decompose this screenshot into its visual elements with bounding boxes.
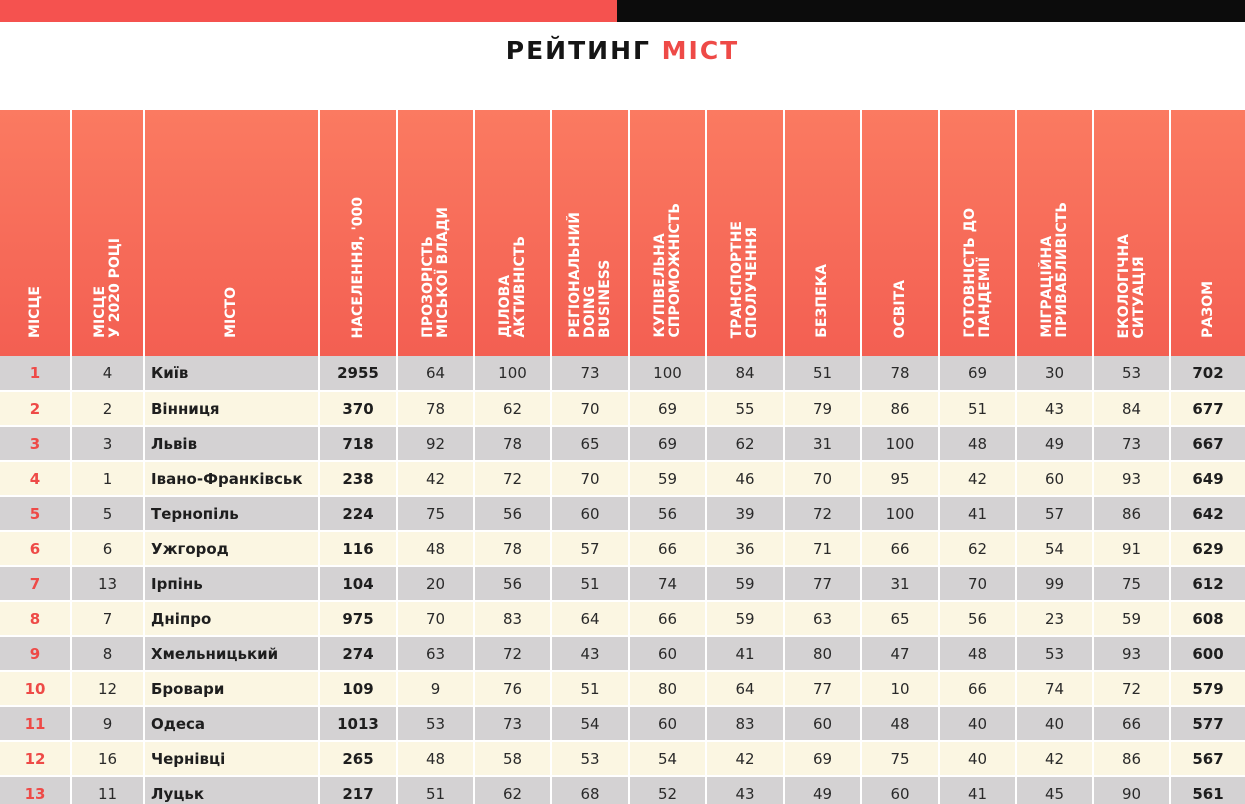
rank-cell: 12 xyxy=(0,741,71,776)
column-header-label: РАЗОМ xyxy=(1199,281,1216,338)
transport-cell: 64 xyxy=(706,671,784,706)
migration-cell: 54 xyxy=(1016,531,1093,566)
ecology-cell: 72 xyxy=(1093,671,1170,706)
population-cell: 274 xyxy=(319,636,397,671)
rank-cell: 8 xyxy=(0,601,71,636)
population-cell: 1013 xyxy=(319,706,397,741)
purchasing-power-cell: 60 xyxy=(629,636,706,671)
column-header-label: ДІЛОВА АКТИВНІСТЬ xyxy=(496,236,528,338)
transparency-cell: 20 xyxy=(397,566,474,601)
top-bar-red xyxy=(0,0,617,22)
migration-cell: 57 xyxy=(1016,496,1093,531)
rank-2020-cell: 3 xyxy=(71,426,144,461)
ecology-cell: 84 xyxy=(1093,391,1170,426)
rank-cell: 6 xyxy=(0,531,71,566)
pandemic-readiness-cell: 62 xyxy=(939,531,1016,566)
city-cell: Чернівці xyxy=(144,741,319,776)
total-cell: 677 xyxy=(1170,391,1245,426)
doing-business-cell: 70 xyxy=(551,391,629,426)
migration-cell: 53 xyxy=(1016,636,1093,671)
population-cell: 2955 xyxy=(319,356,397,391)
rank-cell: 4 xyxy=(0,461,71,496)
column-header xyxy=(0,110,71,356)
purchasing-power-cell: 66 xyxy=(629,531,706,566)
migration-cell: 99 xyxy=(1016,566,1093,601)
column-header xyxy=(319,110,397,356)
rank-2020-cell: 2 xyxy=(71,391,144,426)
table-row xyxy=(0,601,1245,636)
migration-cell: 40 xyxy=(1016,706,1093,741)
ecology-cell: 86 xyxy=(1093,741,1170,776)
transparency-cell: 53 xyxy=(397,706,474,741)
rank-2020-cell: 9 xyxy=(71,706,144,741)
purchasing-power-cell: 80 xyxy=(629,671,706,706)
rank-cell: 10 xyxy=(0,671,71,706)
rank-cell: 5 xyxy=(0,496,71,531)
city-cell: Бровари xyxy=(144,671,319,706)
transparency-cell: 63 xyxy=(397,636,474,671)
safety-cell: 77 xyxy=(784,671,861,706)
population-cell: 370 xyxy=(319,391,397,426)
title-part-2: МІСТ xyxy=(661,36,740,65)
transport-cell: 83 xyxy=(706,706,784,741)
rank-cell: 2 xyxy=(0,391,71,426)
table-row xyxy=(0,636,1245,671)
column-header-label: БЕЗПЕКА xyxy=(814,264,830,338)
migration-cell: 45 xyxy=(1016,776,1093,804)
education-cell: 10 xyxy=(861,671,939,706)
purchasing-power-cell: 69 xyxy=(629,391,706,426)
doing-business-cell: 43 xyxy=(551,636,629,671)
safety-cell: 31 xyxy=(784,426,861,461)
transparency-cell: 78 xyxy=(397,391,474,426)
ecology-cell: 73 xyxy=(1093,426,1170,461)
doing-business-cell: 70 xyxy=(551,461,629,496)
column-header xyxy=(1016,110,1093,356)
purchasing-power-cell: 52 xyxy=(629,776,706,804)
population-cell: 975 xyxy=(319,601,397,636)
total-cell: 579 xyxy=(1170,671,1245,706)
purchasing-power-cell: 59 xyxy=(629,461,706,496)
table-row xyxy=(0,496,1245,531)
population-cell: 238 xyxy=(319,461,397,496)
total-cell: 642 xyxy=(1170,496,1245,531)
business-activity-cell: 100 xyxy=(474,356,551,391)
migration-cell: 60 xyxy=(1016,461,1093,496)
migration-cell: 49 xyxy=(1016,426,1093,461)
table-row xyxy=(0,776,1245,804)
doing-business-cell: 64 xyxy=(551,601,629,636)
business-activity-cell: 72 xyxy=(474,461,551,496)
education-cell: 95 xyxy=(861,461,939,496)
column-header xyxy=(706,110,784,356)
education-cell: 65 xyxy=(861,601,939,636)
transparency-cell: 42 xyxy=(397,461,474,496)
pandemic-readiness-cell: 41 xyxy=(939,496,1016,531)
pandemic-readiness-cell: 40 xyxy=(939,706,1016,741)
column-header-label: ЕКОЛОГІЧНА СИТУАЦІЯ xyxy=(1115,233,1147,338)
business-activity-cell: 72 xyxy=(474,636,551,671)
rank-2020-cell: 13 xyxy=(71,566,144,601)
city-cell: Одеса xyxy=(144,706,319,741)
rank-2020-cell: 12 xyxy=(71,671,144,706)
transport-cell: 46 xyxy=(706,461,784,496)
rank-cell: 11 xyxy=(0,706,71,741)
transparency-cell: 48 xyxy=(397,531,474,566)
business-activity-cell: 62 xyxy=(474,776,551,804)
doing-business-cell: 60 xyxy=(551,496,629,531)
ranking-table xyxy=(0,110,1245,804)
purchasing-power-cell: 54 xyxy=(629,741,706,776)
city-cell: Вінниця xyxy=(144,391,319,426)
transparency-cell: 64 xyxy=(397,356,474,391)
rank-2020-cell: 4 xyxy=(71,356,144,391)
rank-2020-cell: 8 xyxy=(71,636,144,671)
business-activity-cell: 73 xyxy=(474,706,551,741)
table-body xyxy=(0,356,1245,804)
column-header xyxy=(474,110,551,356)
business-activity-cell: 78 xyxy=(474,531,551,566)
column-header xyxy=(1170,110,1245,356)
transport-cell: 42 xyxy=(706,741,784,776)
transparency-cell: 9 xyxy=(397,671,474,706)
column-header-label: ГОТОВНІСТЬ ДО ПАНДЕМІЇ xyxy=(961,208,993,338)
transport-cell: 59 xyxy=(706,601,784,636)
column-header-label: МІСТО xyxy=(223,287,239,338)
total-cell: 649 xyxy=(1170,461,1245,496)
rank-cell: 1 xyxy=(0,356,71,391)
total-cell: 577 xyxy=(1170,706,1245,741)
doing-business-cell: 73 xyxy=(551,356,629,391)
column-header-label: МІГРАЦІЙНА ПРИВАБЛИВІСТЬ xyxy=(1038,202,1070,338)
safety-cell: 69 xyxy=(784,741,861,776)
column-header-label: МІСЦЕ xyxy=(26,286,43,338)
rank-2020-cell: 11 xyxy=(71,776,144,804)
total-cell: 608 xyxy=(1170,601,1245,636)
business-activity-cell: 58 xyxy=(474,741,551,776)
column-header xyxy=(1093,110,1170,356)
ecology-cell: 53 xyxy=(1093,356,1170,391)
business-activity-cell: 56 xyxy=(474,496,551,531)
column-header xyxy=(397,110,474,356)
ecology-cell: 91 xyxy=(1093,531,1170,566)
pandemic-readiness-cell: 41 xyxy=(939,776,1016,804)
city-cell: Тернопіль xyxy=(144,496,319,531)
column-header xyxy=(861,110,939,356)
city-cell: Хмельницький xyxy=(144,636,319,671)
transport-cell: 43 xyxy=(706,776,784,804)
transport-cell: 36 xyxy=(706,531,784,566)
city-cell: Ужгород xyxy=(144,531,319,566)
pandemic-readiness-cell: 70 xyxy=(939,566,1016,601)
pandemic-readiness-cell: 48 xyxy=(939,636,1016,671)
table-row xyxy=(0,706,1245,741)
column-header xyxy=(784,110,861,356)
rank-2020-cell: 5 xyxy=(71,496,144,531)
column-header xyxy=(939,110,1016,356)
column-header-label: МІСЦЕ У 2020 РОЦІ xyxy=(91,238,123,338)
ecology-cell: 90 xyxy=(1093,776,1170,804)
doing-business-cell: 51 xyxy=(551,671,629,706)
total-cell: 612 xyxy=(1170,566,1245,601)
title-part-1: РЕЙТИНГ xyxy=(505,36,651,65)
business-activity-cell: 83 xyxy=(474,601,551,636)
total-cell: 629 xyxy=(1170,531,1245,566)
safety-cell: 51 xyxy=(784,356,861,391)
city-cell: Ірпінь xyxy=(144,566,319,601)
transport-cell: 59 xyxy=(706,566,784,601)
pandemic-readiness-cell: 48 xyxy=(939,426,1016,461)
pandemic-readiness-cell: 51 xyxy=(939,391,1016,426)
transport-cell: 39 xyxy=(706,496,784,531)
transparency-cell: 70 xyxy=(397,601,474,636)
migration-cell: 23 xyxy=(1016,601,1093,636)
purchasing-power-cell: 74 xyxy=(629,566,706,601)
table-row xyxy=(0,391,1245,426)
column-header-label: НАСЕЛЕННЯ, '000 xyxy=(349,196,366,338)
rank-cell: 13 xyxy=(0,776,71,804)
purchasing-power-cell: 69 xyxy=(629,426,706,461)
pandemic-readiness-cell: 66 xyxy=(939,671,1016,706)
column-header-label: РЕГІОНАЛЬНИЙ DOING BUSINESS xyxy=(566,212,613,338)
education-cell: 47 xyxy=(861,636,939,671)
education-cell: 100 xyxy=(861,426,939,461)
rank-2020-cell: 1 xyxy=(71,461,144,496)
rank-2020-cell: 7 xyxy=(71,601,144,636)
safety-cell: 63 xyxy=(784,601,861,636)
education-cell: 75 xyxy=(861,741,939,776)
pandemic-readiness-cell: 56 xyxy=(939,601,1016,636)
transparency-cell: 51 xyxy=(397,776,474,804)
rank-cell: 7 xyxy=(0,566,71,601)
ecology-cell: 86 xyxy=(1093,496,1170,531)
total-cell: 600 xyxy=(1170,636,1245,671)
population-cell: 116 xyxy=(319,531,397,566)
migration-cell: 30 xyxy=(1016,356,1093,391)
column-header-label: ПРОЗОРІСТЬ МІСЬКОЇ ВЛАДИ xyxy=(419,207,451,338)
column-header xyxy=(71,110,144,356)
city-cell: Луцьк xyxy=(144,776,319,804)
table-row xyxy=(0,426,1245,461)
table-row xyxy=(0,741,1245,776)
rank-cell: 3 xyxy=(0,426,71,461)
purchasing-power-cell: 66 xyxy=(629,601,706,636)
column-header-label: ОСВІТА xyxy=(891,279,908,338)
business-activity-cell: 56 xyxy=(474,566,551,601)
transparency-cell: 75 xyxy=(397,496,474,531)
education-cell: 100 xyxy=(861,496,939,531)
city-cell: Івано-Франківськ xyxy=(144,461,319,496)
education-cell: 86 xyxy=(861,391,939,426)
table-row xyxy=(0,566,1245,601)
doing-business-cell: 65 xyxy=(551,426,629,461)
pandemic-readiness-cell: 69 xyxy=(939,356,1016,391)
header-row xyxy=(0,110,1245,356)
top-bar xyxy=(0,0,1245,22)
column-header-label: ТРАНСПОРТНЕ СПОЛУЧЕННЯ xyxy=(729,220,760,338)
safety-cell: 79 xyxy=(784,391,861,426)
population-cell: 265 xyxy=(319,741,397,776)
ecology-cell: 75 xyxy=(1093,566,1170,601)
ecology-cell: 59 xyxy=(1093,601,1170,636)
population-cell: 104 xyxy=(319,566,397,601)
total-cell: 702 xyxy=(1170,356,1245,391)
safety-cell: 71 xyxy=(784,531,861,566)
ecology-cell: 66 xyxy=(1093,706,1170,741)
pandemic-readiness-cell: 42 xyxy=(939,461,1016,496)
migration-cell: 42 xyxy=(1016,741,1093,776)
transport-cell: 84 xyxy=(706,356,784,391)
doing-business-cell: 51 xyxy=(551,566,629,601)
total-cell: 667 xyxy=(1170,426,1245,461)
total-cell: 561 xyxy=(1170,776,1245,804)
transport-cell: 62 xyxy=(706,426,784,461)
education-cell: 48 xyxy=(861,706,939,741)
population-cell: 718 xyxy=(319,426,397,461)
top-bar-black xyxy=(617,0,1245,22)
transparency-cell: 92 xyxy=(397,426,474,461)
table-row xyxy=(0,671,1245,706)
purchasing-power-cell: 100 xyxy=(629,356,706,391)
purchasing-power-cell: 60 xyxy=(629,706,706,741)
safety-cell: 49 xyxy=(784,776,861,804)
safety-cell: 80 xyxy=(784,636,861,671)
city-cell: Львів xyxy=(144,426,319,461)
column-header-label: КУПІВЕЛЬНА СПРОМОЖНІСТЬ xyxy=(651,203,683,338)
doing-business-cell: 68 xyxy=(551,776,629,804)
doing-business-cell: 57 xyxy=(551,531,629,566)
transparency-cell: 48 xyxy=(397,741,474,776)
education-cell: 66 xyxy=(861,531,939,566)
migration-cell: 74 xyxy=(1016,671,1093,706)
city-cell: Київ xyxy=(144,356,319,391)
rank-2020-cell: 6 xyxy=(71,531,144,566)
city-cell: Дніпро xyxy=(144,601,319,636)
transport-cell: 55 xyxy=(706,391,784,426)
ecology-cell: 93 xyxy=(1093,636,1170,671)
education-cell: 31 xyxy=(861,566,939,601)
rank-2020-cell: 16 xyxy=(71,741,144,776)
safety-cell: 77 xyxy=(784,566,861,601)
population-cell: 109 xyxy=(319,671,397,706)
page-title xyxy=(0,36,1245,65)
column-header xyxy=(551,110,629,356)
education-cell: 78 xyxy=(861,356,939,391)
safety-cell: 60 xyxy=(784,706,861,741)
safety-cell: 70 xyxy=(784,461,861,496)
doing-business-cell: 54 xyxy=(551,706,629,741)
pandemic-readiness-cell: 40 xyxy=(939,741,1016,776)
doing-business-cell: 53 xyxy=(551,741,629,776)
migration-cell: 43 xyxy=(1016,391,1093,426)
business-activity-cell: 76 xyxy=(474,671,551,706)
transport-cell: 41 xyxy=(706,636,784,671)
population-cell: 217 xyxy=(319,776,397,804)
business-activity-cell: 78 xyxy=(474,426,551,461)
rank-cell: 9 xyxy=(0,636,71,671)
safety-cell: 72 xyxy=(784,496,861,531)
education-cell: 60 xyxy=(861,776,939,804)
table-row xyxy=(0,461,1245,496)
column-header xyxy=(144,110,319,356)
purchasing-power-cell: 56 xyxy=(629,496,706,531)
ecology-cell: 93 xyxy=(1093,461,1170,496)
table-row xyxy=(0,531,1245,566)
population-cell: 224 xyxy=(319,496,397,531)
business-activity-cell: 62 xyxy=(474,391,551,426)
total-cell: 567 xyxy=(1170,741,1245,776)
column-header xyxy=(629,110,706,356)
table-row xyxy=(0,356,1245,391)
